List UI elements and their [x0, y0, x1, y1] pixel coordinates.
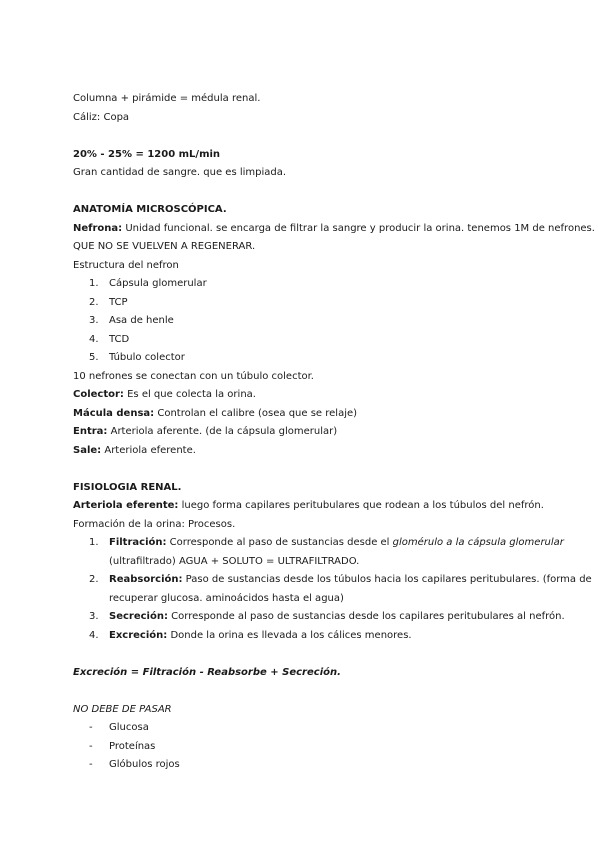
- list-text: Glucosa: [109, 722, 149, 733]
- highlight-formula: 20% - 25% = 1200 mL/min: [73, 148, 221, 160]
- text-line: 10 nefrones se conectan con un túbulo colector.: [73, 370, 314, 382]
- term: Excreción:: [109, 629, 168, 641]
- no-debe-pasar-list: [73, 719, 563, 775]
- term: Colector:: [73, 389, 124, 400]
- list-number: 4.: [89, 333, 99, 345]
- list-number: 1.: [89, 537, 99, 548]
- list-number: 3.: [89, 315, 99, 326]
- list-item-secrecion: [73, 608, 563, 627]
- definition-sale: [73, 442, 563, 461]
- definition-text: Controlan el calibre (osea que se relaje): [154, 407, 358, 419]
- definition-text: Unidad funcional. se encarga de filtrar la sangre y producir la orina. tenemos 1M de nefrones.: [122, 222, 595, 234]
- subheading-no-debe-pasar: NO DEBE DE PASAR: [73, 703, 172, 715]
- spacer: [73, 682, 563, 701]
- dash-bullet: -: [89, 722, 93, 733]
- list-text: Túbulo colector: [109, 352, 185, 363]
- dash-bullet: -: [89, 740, 93, 752]
- spacer: [73, 127, 563, 146]
- list-item: [73, 312, 563, 331]
- list-text: TCP: [109, 296, 128, 308]
- section-heading-fisiologia: FISIOLOGIA RENAL.: [73, 481, 182, 493]
- definition-nefrona: [73, 220, 595, 239]
- spacer: [73, 183, 563, 202]
- text-line: Estructura del nefron: [73, 259, 179, 271]
- term: Nefrona:: [73, 222, 123, 234]
- list-text: TCD: [109, 333, 130, 345]
- list-text: Proteínas: [109, 740, 156, 752]
- list-item: [73, 349, 563, 368]
- term: Entra:: [73, 426, 108, 437]
- list-item: [73, 756, 563, 775]
- term: Arteriola eferente:: [73, 500, 179, 511]
- text-line: QUE NO SE VUELVEN A REGENERAR.: [73, 241, 256, 252]
- spacer: [73, 645, 563, 664]
- definition-text: Corresponde al paso de sustancias desde los capilares peritubulares al nefrón.: [167, 611, 565, 622]
- term: Sale:: [73, 444, 102, 456]
- list-item: [73, 719, 563, 738]
- text-line: Cáliz: Copa: [73, 111, 130, 123]
- list-item: [73, 738, 563, 757]
- estructura-list: [73, 275, 563, 368]
- definition-arteriola: [73, 497, 563, 516]
- definition-macula: [73, 405, 563, 424]
- text-line: Formación de la orina: Procesos.: [73, 518, 236, 530]
- list-number: 5.: [89, 352, 99, 363]
- list-number: 2.: [89, 296, 99, 308]
- definition-text: Es el que colecta la orina.: [123, 389, 256, 400]
- definition-text: Arteriola aferente. (de la cápsula glomerular): [107, 426, 338, 437]
- term: Reabsorción:: [109, 574, 183, 585]
- list-number: 1.: [89, 278, 99, 289]
- definition-entra: [73, 423, 563, 442]
- continuation-text: recuperar glucosa. aminoácidos hasta el agua): [109, 592, 344, 604]
- text-line: Columna + pirámide = médula renal.: [73, 93, 261, 104]
- list-number: 2.: [89, 574, 99, 585]
- list-item: [73, 294, 563, 313]
- list-item: [73, 275, 563, 294]
- term: Mácula densa:: [73, 407, 155, 419]
- term: Secreción:: [109, 611, 168, 622]
- list-text: Glóbulos rojos: [109, 759, 180, 770]
- list-item-excrecion: [73, 627, 563, 646]
- list-text: Cápsula glomerular: [109, 278, 207, 289]
- spacer: [73, 460, 563, 479]
- document-page: [73, 90, 595, 775]
- text-line: Gran cantidad de sangre. que es limpiada.: [73, 167, 287, 178]
- italic-text: glomérulo a la cápsula glomerular: [392, 537, 564, 548]
- definition-colector: [73, 386, 563, 405]
- list-item: [73, 331, 563, 350]
- dash-bullet: -: [89, 759, 93, 770]
- excrecion-formula: Excreción = Filtración - Reabsorbe + Secreción.: [73, 666, 341, 678]
- definition-text: Donde la orina es llevada a los cálices menores.: [167, 629, 412, 641]
- list-item-reabsorcion: [73, 571, 592, 608]
- section-heading-anatomia: ANATOMÍA MICROSCÓPICA.: [73, 204, 227, 215]
- list-item-filtracion: [73, 534, 563, 571]
- definition-text: Corresponde al paso de sustancias desde el: [166, 537, 393, 548]
- term: Filtración:: [109, 537, 167, 548]
- continuation-text: (ultrafiltrado) AGUA + SOLUTO = ULTRAFILTRADO.: [109, 555, 360, 567]
- definition-text: Paso de sustancias desde los túbulos hacia los capilares peritubulares. (forma de: [182, 574, 592, 585]
- procesos-list: [73, 534, 592, 645]
- definition-text: luego forma capilares peritubulares que rodean a los túbulos del nefrón.: [178, 500, 544, 511]
- list-number: 4.: [89, 629, 99, 641]
- list-text: Asa de henle: [109, 315, 174, 326]
- definition-text: Arteriola eferente.: [101, 444, 196, 456]
- list-number: 3.: [89, 611, 99, 622]
